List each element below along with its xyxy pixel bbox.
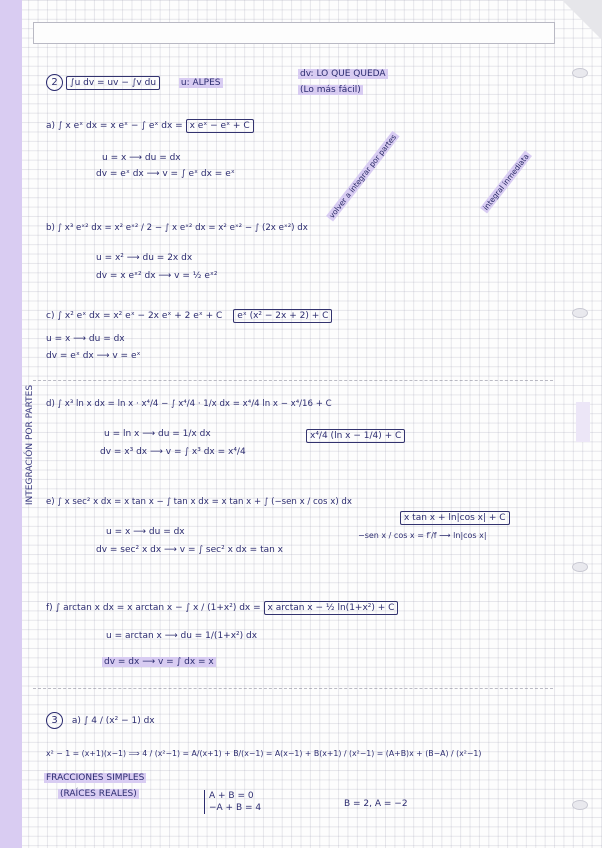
exercise-f-main: f) ∫ arctan x dx = x arctan x − ∫ x / (1+x²) dx = [46, 603, 261, 613]
exercise-e-side: −sen x / cos x = f′/f ⟶ ln|cos x| [358, 531, 487, 540]
binder-hole [572, 562, 588, 572]
section-3-eq-1: A + B = 0 [209, 791, 254, 801]
exercise-b-note-1: volver a integrar por partes [327, 132, 399, 220]
section-2-hint-b2: (Lo más fácil) [300, 85, 361, 95]
section-2-hint-a: u: ALPES [180, 78, 221, 88]
margin-band [0, 0, 22, 848]
exercise-d-dv: dv = x³ dx ⟶ v = ∫ x³ dx = x⁴/4 [100, 447, 246, 457]
exercise-d-u: u = ln x ⟶ du = 1/x dx [104, 429, 211, 439]
section-2-hint-b1: dv: LO QUE QUEDA [300, 69, 386, 79]
exercise-e-u: u = x ⟶ du = dx [106, 527, 185, 537]
section-3-solution: B = 2, A = −2 [344, 799, 408, 809]
exercise-a-dv: dv = eˣ dx ⟶ v = ∫ eˣ dx = eˣ [96, 169, 235, 179]
exercise-e-result: x tan x + ln|cos x| + C [400, 512, 510, 524]
side-label: INTEGRACIÓN POR PARTES [25, 384, 35, 506]
section-3-integral: a) ∫ 4 / (x² − 1) dx [71, 716, 155, 726]
section-2-number: 2 [46, 74, 63, 91]
section-3-number: 3 [46, 712, 63, 729]
section-2-header [46, 74, 223, 91]
header-box [33, 22, 555, 44]
exercise-f-result: x arctan x − ½ ln(1+x²) + C [264, 601, 399, 615]
section-3-header [46, 712, 155, 729]
exercise-b-main: b) ∫ x³ eˣ² dx = x² eˣ² / 2 − ∫ x eˣ² dx = x² eˣ² − ∫ (2x eˣ²) dx [46, 223, 308, 233]
section-3-label-1: FRACCIONES SIMPLES [46, 773, 145, 783]
exercise-c [46, 310, 332, 322]
page-fold [562, 0, 602, 40]
exercise-f [46, 602, 398, 614]
exercise-d-result: x⁴/4 (ln x − 1/4) + C [306, 430, 405, 442]
exercise-a-main: a) ∫ x eˣ dx = x eˣ − ∫ eˣ dx = [46, 121, 183, 131]
separator [33, 380, 553, 381]
exercise-a [46, 120, 254, 132]
exercise-d-main: d) ∫ x³ ln x dx = ln x · x⁴/4 − ∫ x⁴/4 · 1/x dx = x⁴/4 ln x − x⁴/16 + C [46, 399, 332, 409]
exercise-f-dv: dv = dx ⟶ v = ∫ dx = x [104, 657, 214, 667]
section-3-label-2: (RAÍCES REALES) [60, 789, 137, 799]
section-3-eq-2: −A + B = 4 [209, 803, 262, 813]
exercise-e-dv: dv = sec² x dx ⟶ v = ∫ sec² x dx = tan x [96, 545, 284, 555]
exercise-b-note-2: integral inmediata [481, 152, 531, 212]
exercise-c-dv: dv = eˣ dx ⟶ v = eˣ [46, 351, 141, 361]
exercise-f-u: u = arctan x ⟶ du = 1/(1+x²) dx [106, 631, 258, 641]
exercise-c-main: c) ∫ x² eˣ dx = x² eˣ − 2x eˣ + 2 eˣ + C [46, 311, 223, 321]
section-3-decomposition: x² − 1 = (x+1)(x−1) ⟹ 4 / (x²−1) = A/(x+1) + B/(x−1) = A(x−1) + B(x+1) / (x²−1) = (A+B)x + (B−A) / (x²−1) [46, 749, 482, 758]
exercise-b-u: u = x² ⟶ du = 2x dx [96, 253, 193, 263]
section-2-formula: ∫u dv = uv − ∫v du [66, 76, 160, 90]
binder-hole [572, 68, 588, 78]
exercise-a-u: u = x ⟶ du = dx [102, 153, 181, 163]
exercise-e-main: e) ∫ x sec² x dx = x tan x − ∫ tan x dx = x tan x + ∫ (−sen x / cos x) dx [46, 497, 352, 507]
section-3-system [204, 790, 261, 814]
separator [33, 688, 553, 689]
binder-hole [572, 800, 588, 810]
exercise-c-u: u = x ⟶ du = dx [46, 334, 125, 344]
index-tabs [576, 402, 590, 442]
binder-hole [572, 308, 588, 318]
exercise-a-result: x eˣ − eˣ + C [186, 119, 254, 133]
exercise-b-dv: dv = x eˣ² dx ⟶ v = ½ eˣ² [96, 271, 218, 281]
exercise-c-result: eˣ (x² − 2x + 2) + C [233, 309, 332, 323]
